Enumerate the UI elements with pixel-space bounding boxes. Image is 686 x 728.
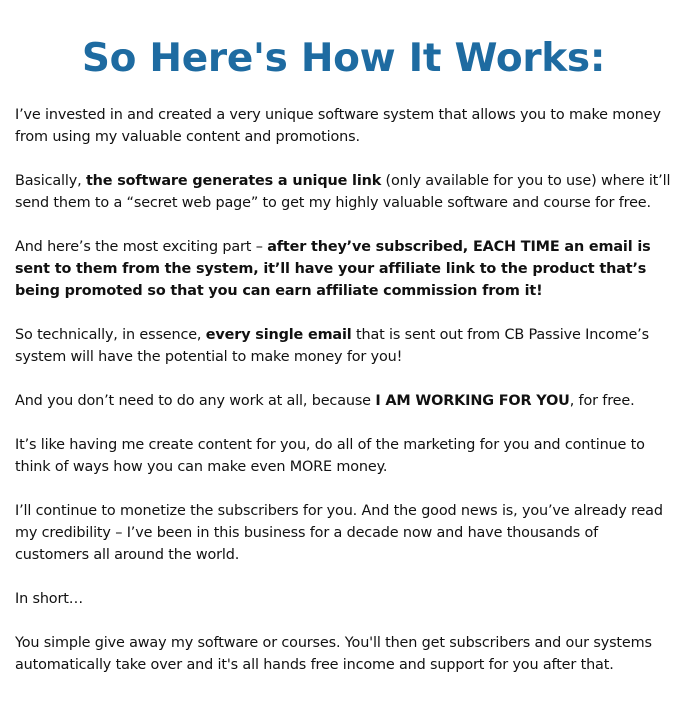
text-segment: It’s like having me create content for you, do all of the marketing for you and continue to think of ways how you can make even MORE money. bbox=[15, 437, 645, 475]
text-segment: And you don’t need to do any work at all, because bbox=[15, 393, 376, 409]
paragraph-8 bbox=[15, 588, 672, 610]
bold-text: after they’ve subscribed, EACH TIME an email is sent to them from the system, it’ll have your affiliate link to the product that’s being promoted so that you can earn affiliate commission from it! bbox=[15, 239, 651, 299]
text-segment: (only available for you to use) where it’ll send them to a “secret web page” to get my highly valuable software and course for free. bbox=[15, 173, 671, 211]
text-segment: You simple give away my software or courses. You'll then get subscribers and our systems automatically take over and it's all hands free income and support for you after that. bbox=[15, 635, 652, 673]
text-segment: Basically, bbox=[15, 173, 86, 189]
paragraph-9 bbox=[15, 632, 672, 676]
paragraph-5 bbox=[15, 390, 672, 412]
paragraph-3 bbox=[15, 236, 672, 302]
text-segment: In short… bbox=[15, 591, 83, 607]
text-segment: And here’s the most exciting part – bbox=[15, 239, 268, 255]
text-segment: , for free. bbox=[569, 393, 635, 409]
bold-text: every single email bbox=[205, 327, 352, 343]
bold-text: the software generates a unique link bbox=[85, 173, 382, 189]
paragraph-1 bbox=[15, 104, 672, 148]
paragraph-6 bbox=[15, 434, 672, 478]
text-segment: that is sent out from CB Passive Income’s system will have the potential to make money for you! bbox=[15, 327, 649, 365]
page-heading: So Here's How It Works: bbox=[81, 36, 606, 81]
paragraph-4 bbox=[15, 324, 672, 368]
bold-text: I AM WORKING FOR YOU bbox=[375, 393, 570, 409]
body-text bbox=[15, 104, 672, 676]
text-segment: I’ll continue to monetize the subscribers for you. And the good news is, you’ve already read my credibility – I’ve been in this business for a decade now and have thousands of customers all around the world. bbox=[15, 503, 663, 563]
paragraph-2 bbox=[15, 170, 672, 214]
text-segment: I’ve invested in and created a very unique software system that allows you to make money from using my valuable content and promotions. bbox=[15, 107, 661, 145]
paragraph-7 bbox=[15, 500, 672, 566]
text-segment: So technically, in essence, bbox=[15, 327, 206, 343]
